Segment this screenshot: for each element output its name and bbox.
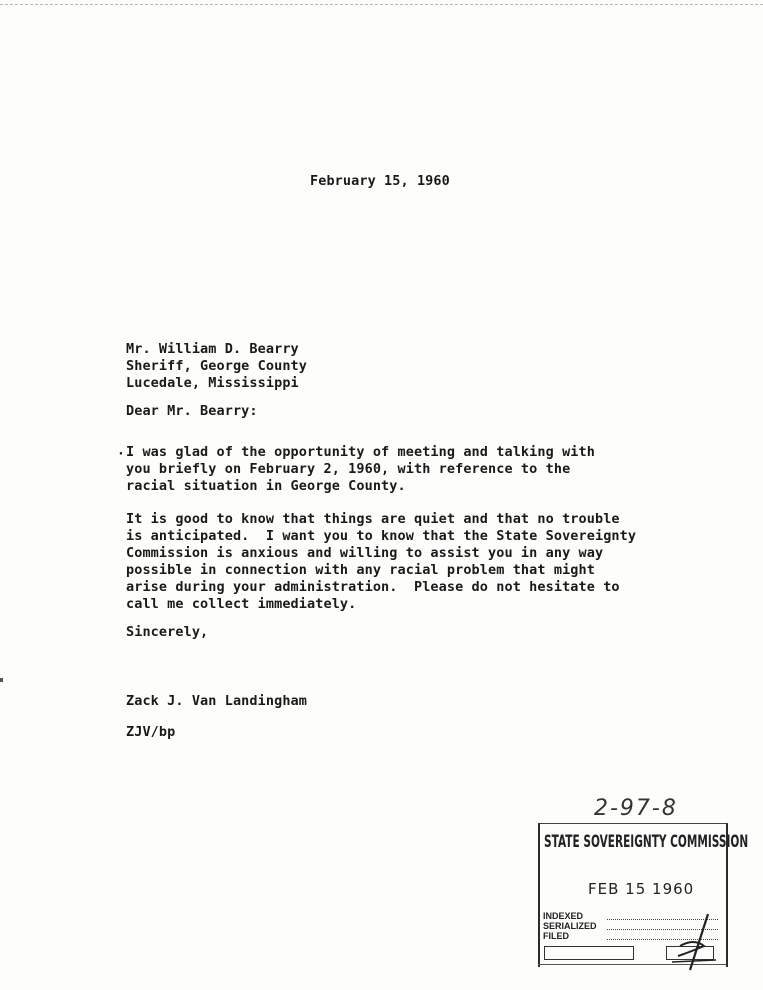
paragraph-2-line: call me collect immediately. [126,596,357,612]
stamp-title: STATE SOVEREIGNTY COMMISSION [544,832,749,852]
handwritten-file-number: 2-97-8 [594,796,678,821]
margin-mark [0,678,3,682]
salutation: Dear Mr. Bearry: [126,403,258,419]
stamp-box-left [544,946,634,960]
signer-name: Zack J. Van Landingham [126,693,308,709]
paragraph-2-line: Commission is anxious and willing to assist you in any way [126,545,604,561]
stamp-date: FEB 15 1960 [588,880,695,898]
stamp-field-label: SERIALIZED [543,921,597,931]
paragraph-1-line: I was glad of the opportunity of meeting and talking with [126,444,595,460]
margin-tick: · [117,447,125,462]
paragraph-2-line: arise during your administration. Please do not hesitate to [126,579,620,595]
paragraph-1-line: you briefly on February 2, 1960, with reference to the [126,461,571,477]
paragraph-1-line: racial situation in George County. [126,478,406,494]
paragraph-2-line: It is good to know that things are quiet and that no trouble [126,511,620,527]
recipient-name: Mr. William D. Bearry [126,341,299,357]
recipient-city: Lucedale, Mississippi [126,375,299,391]
letter-date: February 15, 1960 [310,173,450,189]
paragraph-2-line: possible in connection with any racial problem that might [126,562,595,578]
typist-initials: ZJV/bp [126,724,176,740]
stamp-field-label: INDEXED [543,911,584,921]
handwritten-initial-mark [660,912,720,972]
recipient-title: Sheriff, George County [126,358,308,374]
top-edge-line [0,4,763,5]
paragraph-1 [126,444,595,495]
paragraph-2-line: is anticipated. I want you to know that the State Sovereignty [126,528,637,544]
recipient-address [126,341,307,392]
closing: Sincerely, [126,624,209,640]
stamp-field-label: FILED [543,931,569,941]
paragraph-2 [126,511,636,613]
